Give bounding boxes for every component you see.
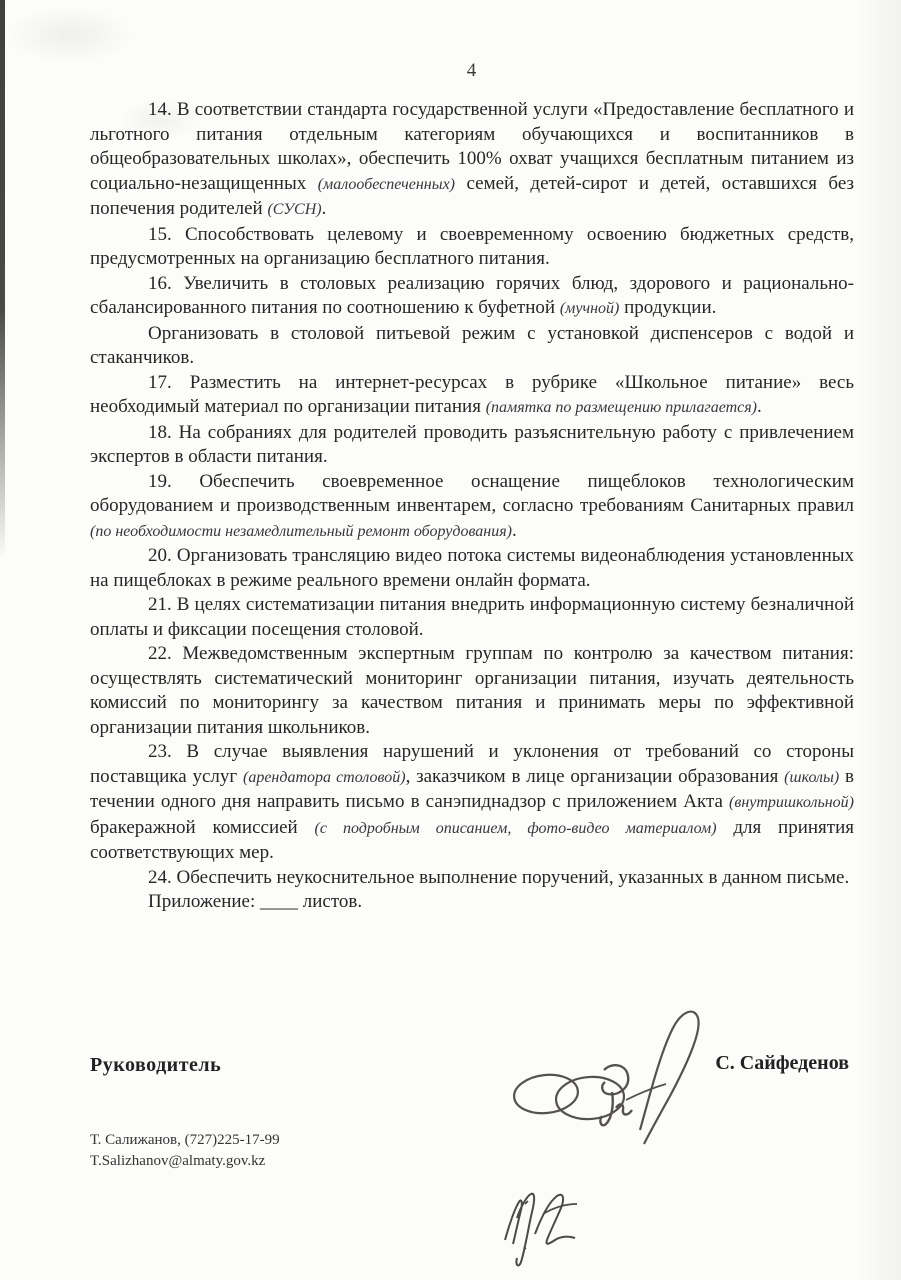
paragraph-text: 17. Разместить на интернет-ресурсах в рубрике «Школьное питание» весь необходимый материал по организации питания	[90, 371, 854, 417]
paragraph-note-italic: (малообеспеченных)	[317, 175, 456, 193]
paragraph	[90, 470, 854, 545]
paragraph-text: семей, детей-сирот и детей, оставшихся без попечения родителей	[90, 172, 854, 219]
signer-name: С. Сайфеденов	[715, 1052, 849, 1074]
signer-title: Руководитель	[90, 1054, 222, 1076]
paragraph-note-italic: (с подробным описанием, фото-видео материалом)	[314, 819, 717, 837]
paragraph	[90, 98, 854, 223]
paragraph-text: 23. В случае выявления нарушений и уклонения от требований со стороны поставщика услуг	[90, 741, 854, 787]
paragraph-note-italic: (внутришкольной)	[729, 794, 854, 811]
paragraph-text: 18. На собраниях для родителей проводить разъяснительную работу с привлечением экспертов в области питания.	[90, 421, 854, 467]
paragraph-text: 20. Организовать трансляцию видео потока системы видеонаблюдения установленных на пищеблоках в режиме реального времени онлайн формата.	[90, 545, 854, 591]
paragraph-note-italic: (по необходимости незамедлительный ремонт оборудования)	[90, 522, 512, 540]
paragraph	[90, 740, 854, 866]
paragraph	[90, 866, 854, 891]
paragraph-text: .	[757, 396, 762, 417]
paragraph-note-italic: (арендатора столовой)	[243, 768, 406, 786]
paragraph-text: Организовать в столовой питьевой режим с установкой диспенсеров с водой и стаканчиков.	[90, 322, 854, 368]
paragraph-text: .	[511, 519, 517, 541]
signature-block	[90, 1042, 851, 1122]
paragraph	[90, 890, 854, 915]
paragraph-note-italic: (памятка по размещению прилагается)	[485, 399, 757, 416]
paragraph	[90, 544, 854, 593]
paragraph-text: 24. Обеспечить неукоснительное выполнение поручений, указанных в данном письме.	[148, 866, 850, 888]
paragraph-text: Приложение: ____ листов.	[148, 891, 363, 912]
paragraph	[90, 371, 854, 421]
paragraph-text: продукции.	[619, 297, 717, 318]
executor-email: T.Salizhanov@almaty.gov.kz	[90, 1153, 266, 1169]
paragraph-text: 19. Обеспечить своевременное оснащение пищеблоков технологическим оборудованием и производственным инвентарем, согласно требованиям Санитарных правил	[90, 470, 854, 516]
executor-name-phone: Т. Салижанов, (727)225-17-99	[90, 1132, 280, 1148]
signature-scribble-icon	[508, 992, 748, 1152]
paragraph-text: для принятия соответствующих мер.	[90, 816, 854, 863]
paragraph-text: бракеражной комиссией	[90, 816, 315, 838]
paragraph	[90, 272, 854, 322]
paragraph	[90, 593, 854, 642]
paragraph-text: 22. Межведомственным экспертным группам по контролю за качеством питания: осуществлять систематический мониторинг организации питания, изучать деятельность комиссий по мониторингу за качеством питания и принимать меры по эффективной организации питания школьников.	[90, 643, 854, 738]
paragraph	[90, 642, 854, 740]
page-number: 4	[466, 60, 477, 81]
paragraph-text: , заказчиком в лице организации образования	[405, 765, 785, 787]
secondary-signature-scribble-icon	[455, 1178, 625, 1278]
paragraph	[90, 421, 854, 470]
paragraph	[90, 322, 854, 371]
paragraph	[90, 223, 854, 272]
paragraph-note-italic: (школы)	[784, 768, 840, 786]
paragraph-text: 14. В соответствии стандарта государственной услуги «Предоставление бесплатного и льготного питания отдельным категориям обучающихся и воспитанников в общеобразовательных школах», обеспечить 100% охват учащихся бесплатным питанием из социально-незащищенных	[90, 99, 854, 194]
paragraph-text: в течении одного дня направить письмо в санэпиднадзор с приложением Акта	[90, 765, 854, 812]
paragraph-note-italic: (СУСН)	[267, 201, 322, 218]
paragraph-text: .	[321, 198, 327, 219]
paragraph-text: 15. Способствовать целевому и своевременному освоению бюджетных средств, предусмотренных на организацию бесплатного питания.	[90, 223, 854, 269]
paragraph-text: 16. Увеличить в столовых реализацию горячих блюд, здорового и рационально-сбалансированного питания по соотношению к буфетной	[90, 272, 854, 318]
executor-contact	[90, 1130, 280, 1172]
paragraph-text: 21. В целях систематизации питания внедрить информационную систему безналичной оплаты и фиксации посещения столовой.	[90, 594, 854, 640]
scan-edge-artifact	[0, 0, 5, 560]
paragraph-note-italic: (мучной)	[559, 300, 620, 317]
document-body	[90, 98, 854, 915]
